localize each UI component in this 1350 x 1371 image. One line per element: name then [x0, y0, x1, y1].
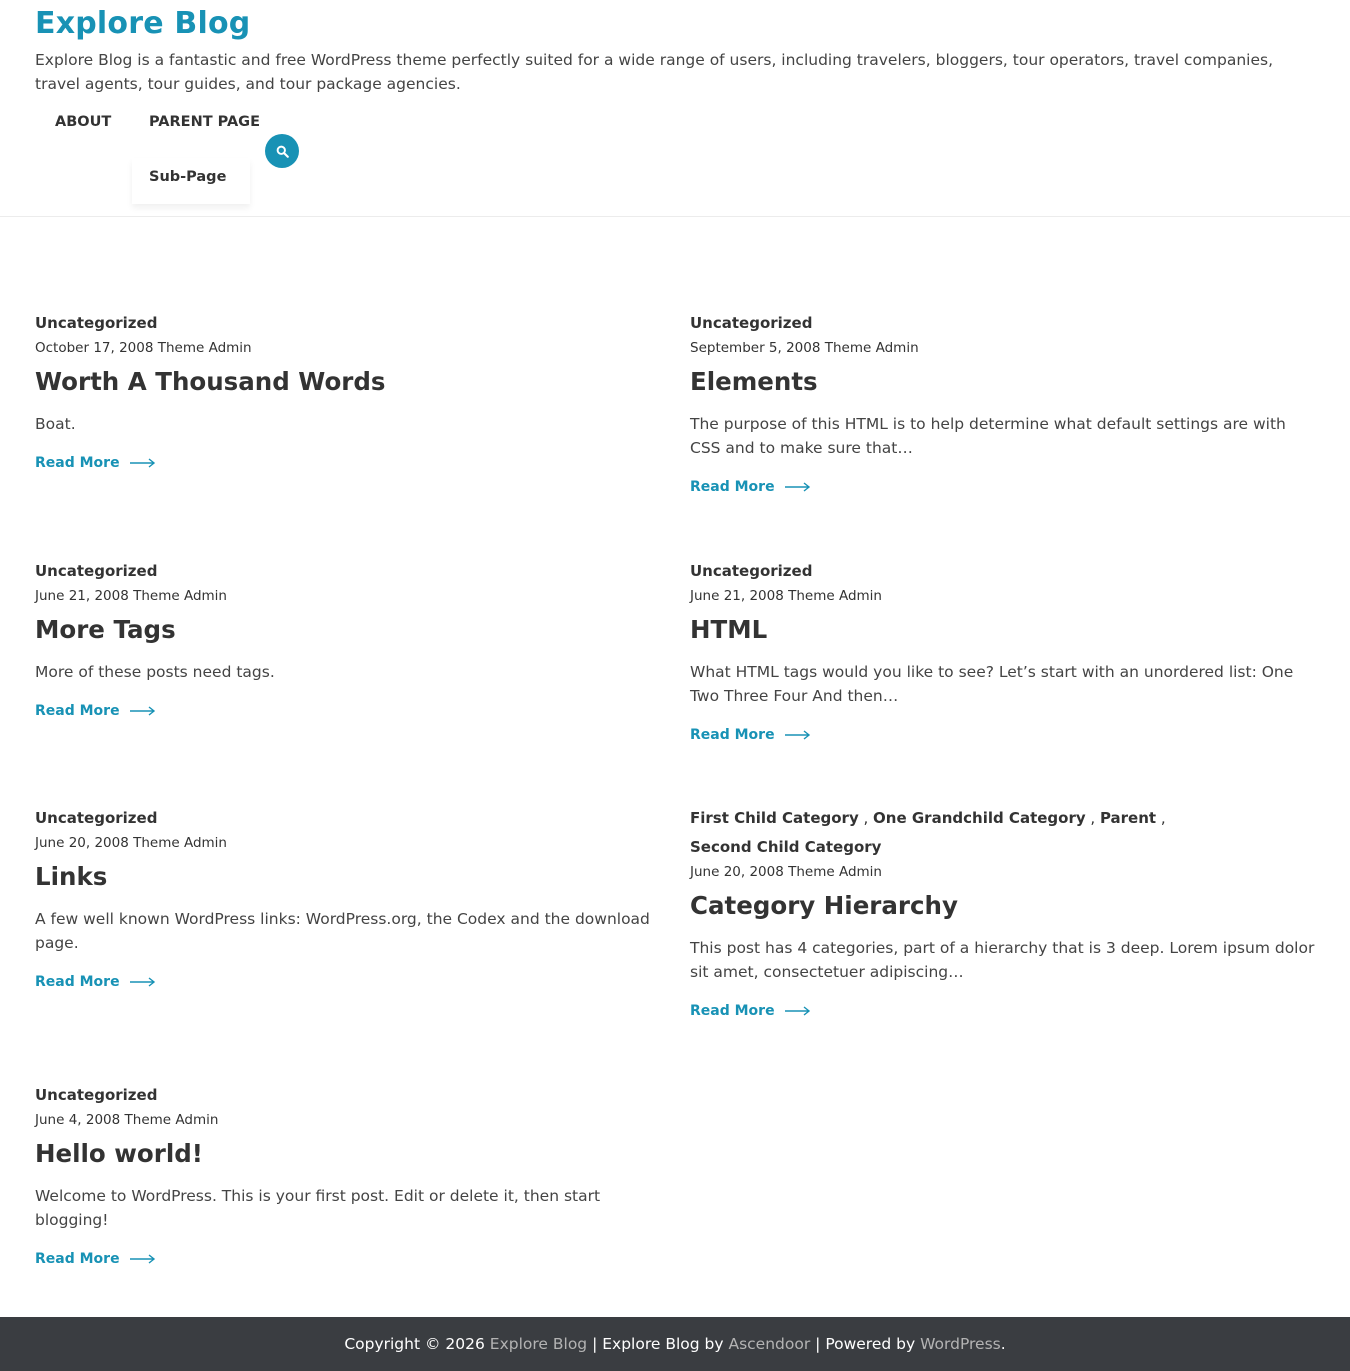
post-categories [35, 1081, 665, 1110]
post-excerpt: A few well known WordPress links: WordPress.org, the Codex and the download page. [35, 910, 650, 952]
arrow-right-icon [785, 730, 811, 740]
arrow-right-icon [130, 706, 156, 716]
category-link[interactable]: Second Child Category [690, 838, 882, 856]
read-more-link[interactable] [690, 479, 811, 495]
footer-copyright: Copyright © 2026 [344, 1335, 485, 1353]
read-more-label: Read More [690, 1003, 775, 1019]
post-excerpt: The purpose of this HTML is to help determine what default settings are with CSS and to make sure that… [690, 415, 1286, 457]
category-link[interactable]: Uncategorized [35, 1086, 158, 1104]
site-description: Explore Blog is a fantastic and free WordPress theme perfectly suited for a wide range of users, including travelers, bloggers, tour operators, travel companies, travel agents, tour guides, and tour package agencies. [35, 51, 1274, 93]
arrow-right-icon [130, 1254, 156, 1264]
category-link[interactable]: Uncategorized [35, 314, 158, 332]
read-more-label: Read More [35, 703, 120, 719]
post-author[interactable]: Theme Admin [824, 340, 919, 356]
read-more-link[interactable] [35, 703, 156, 719]
post-meta [35, 1110, 665, 1130]
search-icon [276, 145, 289, 158]
read-more-link[interactable] [35, 455, 156, 471]
nav-item-sub-page[interactable]: Sub-Page [149, 169, 227, 185]
post-categories [35, 309, 665, 338]
post-title[interactable]: HTML [690, 615, 768, 644]
post-date[interactable]: June 21, 2008 [690, 588, 784, 604]
read-more-label: Read More [35, 974, 120, 990]
read-more-label: Read More [35, 1251, 120, 1267]
read-more-label: Read More [690, 479, 775, 495]
post-meta [35, 338, 665, 358]
post-author[interactable]: Theme Admin [788, 864, 882, 880]
post-date[interactable]: September 5, 2008 [690, 340, 821, 356]
site-title[interactable]: Explore Blog [35, 6, 251, 41]
footer-end: . [1000, 1335, 1006, 1353]
nav-item-about[interactable]: ABOUT [55, 114, 112, 130]
post-meta [35, 833, 665, 853]
post-author[interactable]: Theme Admin [124, 1112, 219, 1128]
post-author[interactable]: Theme Admin [133, 588, 227, 604]
category-link[interactable]: Uncategorized [35, 562, 158, 580]
category-link[interactable]: Uncategorized [690, 562, 813, 580]
post-title[interactable]: More Tags [35, 615, 176, 644]
category-separator: , [1085, 809, 1100, 827]
post-meta [35, 586, 665, 606]
category-separator: , [1156, 809, 1166, 827]
site-footer [0, 1317, 1350, 1371]
read-more-link[interactable] [690, 727, 811, 743]
footer-site-link[interactable]: Explore Blog [489, 1335, 588, 1353]
post-meta [690, 862, 1320, 882]
category-link[interactable]: Uncategorized [35, 809, 158, 827]
post-categories [35, 804, 665, 833]
post-title[interactable]: Category Hierarchy [690, 891, 958, 920]
post-excerpt: This post has 4 categories, part of a hierarchy that is 3 deep. Lorem ipsum dolor sit amet, consectetuer adipiscing… [690, 939, 1315, 981]
read-more-link[interactable] [35, 974, 156, 990]
post-card [35, 557, 665, 719]
read-more-link[interactable] [690, 1003, 811, 1019]
category-link[interactable]: Parent [1099, 809, 1157, 827]
post-author[interactable]: Theme Admin [157, 340, 252, 356]
category-separator: , [858, 809, 874, 827]
category-link[interactable]: One Grandchild Category [873, 809, 1086, 827]
footer-author-link[interactable]: Ascendoor [728, 1335, 811, 1353]
footer-powered-by: | Powered by [815, 1335, 916, 1353]
post-title[interactable]: Worth A Thousand Words [35, 367, 386, 396]
arrow-right-icon [785, 482, 811, 492]
arrow-right-icon [785, 1006, 811, 1016]
post-categories [690, 804, 1320, 862]
post-date[interactable]: June 21, 2008 [35, 588, 129, 604]
nav-item-parent-page[interactable]: PARENT PAGE [149, 114, 260, 130]
post-excerpt: What HTML tags would you like to see? Let’s start with an unordered list: One Two Three Four And then… [690, 663, 1294, 705]
search-button[interactable] [265, 134, 299, 168]
post-card [690, 557, 1320, 743]
post-date[interactable]: June 4, 2008 [35, 1112, 121, 1128]
read-more-link[interactable] [35, 1251, 156, 1267]
read-more-label: Read More [690, 727, 775, 743]
post-categories [690, 557, 1320, 586]
post-date[interactable]: June 20, 2008 [690, 864, 784, 880]
post-title[interactable]: Hello world! [35, 1139, 203, 1168]
category-link[interactable]: Uncategorized [690, 314, 813, 332]
post-title[interactable]: Elements [690, 367, 818, 396]
post-card [35, 1081, 665, 1267]
post-categories [35, 557, 665, 586]
post-meta [690, 586, 1320, 606]
post-excerpt: Boat. [35, 415, 76, 433]
post-card [35, 309, 665, 471]
site-header [0, 0, 1350, 217]
post-author[interactable]: Theme Admin [133, 835, 227, 851]
footer-theme-credit: | Explore Blog by [592, 1335, 724, 1353]
arrow-right-icon [130, 977, 156, 987]
arrow-right-icon [130, 458, 156, 468]
post-card [35, 804, 665, 990]
post-title[interactable]: Links [35, 862, 108, 891]
post-categories [690, 309, 1320, 338]
post-card [690, 309, 1320, 495]
post-excerpt: Welcome to WordPress. This is your first post. Edit or delete it, then start blogging! [35, 1187, 601, 1229]
post-card [690, 804, 1320, 1019]
footer-wordpress-link[interactable]: WordPress [920, 1335, 1001, 1353]
category-link[interactable]: First Child Category [690, 809, 859, 827]
post-date[interactable]: October 17, 2008 [35, 340, 154, 356]
post-author[interactable]: Theme Admin [788, 588, 882, 604]
post-excerpt: More of these posts need tags. [35, 663, 275, 681]
post-meta [690, 338, 1320, 358]
read-more-label: Read More [35, 455, 120, 471]
post-date[interactable]: June 20, 2008 [35, 835, 129, 851]
